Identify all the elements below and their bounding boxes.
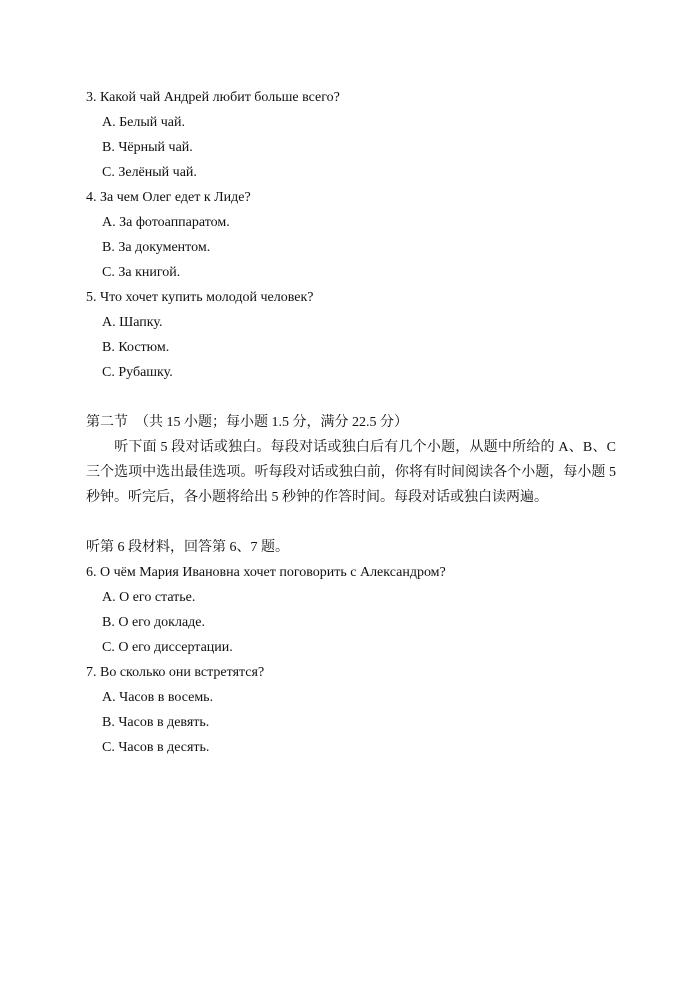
- section-2-instructions-text: 听下面 5 段对话或独白。每段对话或独白后有几个小题，从题中所给的 A、B、C 三个选项中选出最佳选项。听每段对话或独白前，你将有时间阅读各个小题，每小题 5 秒钟。听完后，各小题将给出 5 秒钟的作答时间。每段对话或独白读两遍。: [86, 440, 616, 505]
- section-2-instructions: [86, 435, 616, 510]
- question-6: 6. О чём Мария Ивановна хочет поговорить с Александром?: [86, 565, 446, 580]
- question-5-option-a: A. Шапку.: [102, 315, 163, 330]
- question-7-option-c: C. Часов в десять.: [102, 740, 210, 755]
- question-3-option-a: A. Белый чай.: [102, 115, 185, 130]
- question-5: 5. Что хочет купить молодой человек?: [86, 290, 314, 305]
- question-6-option-b: B. О его докладе.: [102, 615, 206, 630]
- question-7: 7. Во сколько они встретятся?: [86, 665, 265, 680]
- question-3-option-c: C. Зелёный чай.: [102, 165, 197, 180]
- question-6-option-a: A. О его статье.: [102, 590, 196, 605]
- question-3: 3. Какой чай Андрей любит больше всего?: [86, 90, 340, 105]
- question-4-option-a: A. За фотоаппаратом.: [102, 215, 230, 230]
- question-6-option-c: C. О его диссертации.: [102, 640, 233, 655]
- question-4-option-b: B. За документом.: [102, 240, 211, 255]
- question-7-option-a: A. Часов в восемь.: [102, 690, 214, 705]
- section-2-heading: 第二节 （共 15 小题；每小题 1.5 分，满分 22.5 分）: [86, 415, 408, 430]
- question-3-option-b: B. Чёрный чай.: [102, 140, 193, 155]
- question-4: 4. За чем Олег едет к Лиде?: [86, 190, 251, 205]
- question-4-option-c: C. За книгой.: [102, 265, 181, 280]
- question-5-option-b: B. Костюм.: [102, 340, 170, 355]
- question-7-option-b: B. Часов в девять.: [102, 715, 210, 730]
- material-6-intro: 听第 6 段材料，回答第 6、7 题。: [86, 540, 289, 555]
- question-5-option-c: C. Рубашку.: [102, 365, 173, 380]
